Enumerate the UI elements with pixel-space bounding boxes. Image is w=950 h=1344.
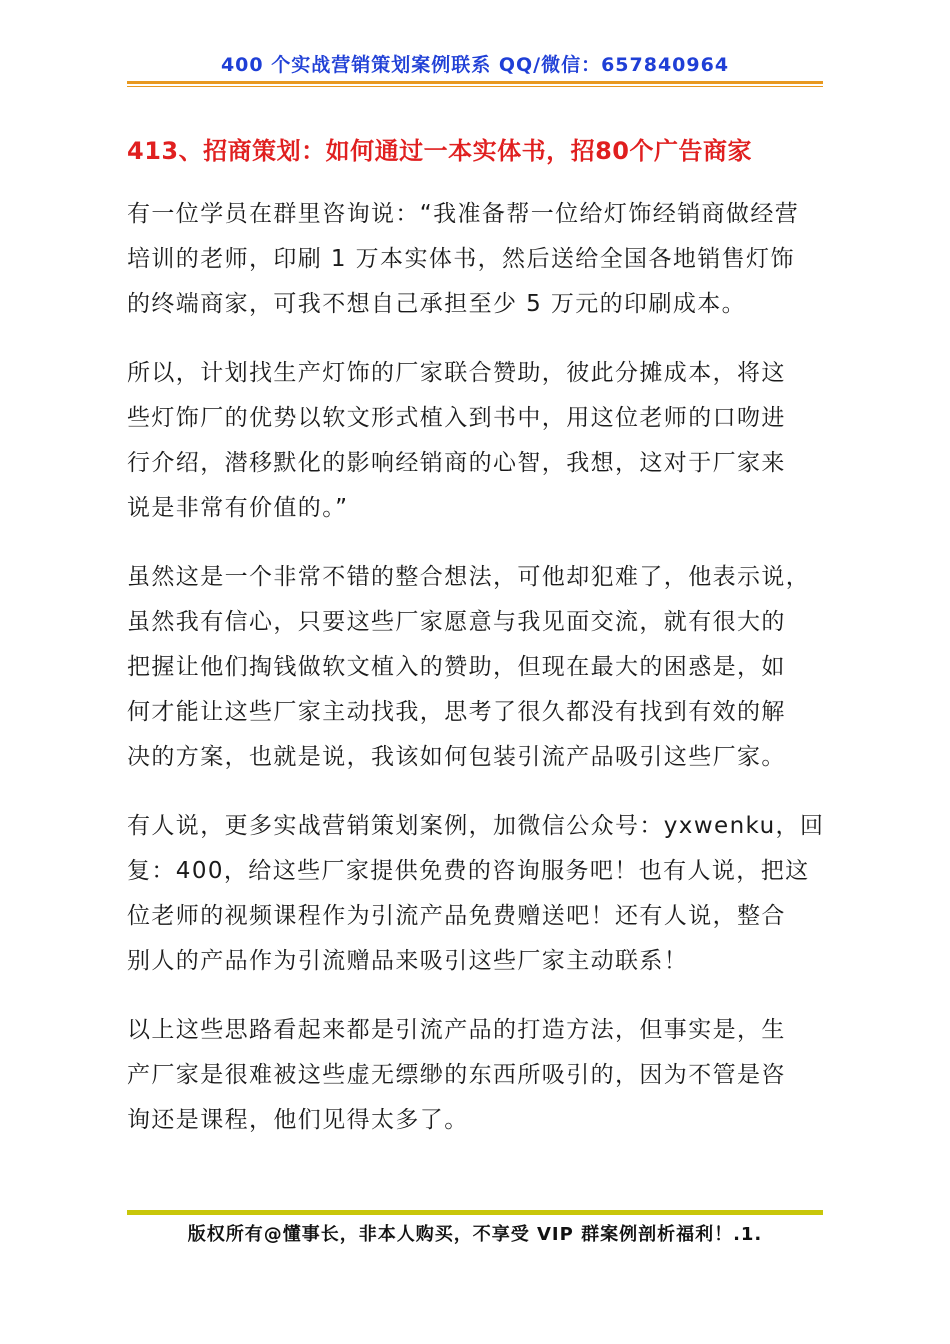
paragraph-line: 何才能让这些厂家主动找我，思考了很久都没有找到有效的解 [127,699,786,725]
paragraph-line: 说是非常有价值的。” [127,495,349,521]
paragraph-line: 产厂家是很难被这些虚无缥缈的东西所吸引的，因为不管是咨 [127,1062,786,1088]
header-divider [127,81,823,84]
paragraph-3 [127,555,823,780]
article-body [127,192,823,1167]
paragraph-line: 的终端商家，可我不想自己承担至少 5 万元的印刷成本。 [127,291,747,317]
paragraph-line: 些灯饰厂的优势以软文形式植入到书中，用这位老师的口吻进 [127,405,786,431]
paragraph-line: 有人说，更多实战营销策划案例，加微信公众号：yxwenku，回 [127,813,825,839]
paragraph-line: 培训的老师，印刷 1 万本实体书，然后送给全国各地销售灯饰 [127,246,795,272]
header-divider-thin [127,86,823,87]
paragraph-line: 有一位学员在群里咨询说：“我准备帮一位给灯饰经销商做经营 [127,201,800,227]
paragraph-line: 别人的产品作为引流赠品来吸引这些厂家主动联系！ [127,948,689,974]
paragraph-line: 把握让他们掏钱做软文植入的赞助，但现在最大的困惑是，如 [127,654,786,680]
article-title: 413、招商策划：如何通过一本实体书，招80个广告商家 [127,137,752,165]
paragraph-2 [127,351,823,531]
paragraph-line: 虽然我有信心，只要这些厂家愿意与我见面交流，就有很大的 [127,609,786,635]
paragraph-line: 所以，计划找生产灯饰的厂家联合赞助，彼此分摊成本，将这 [127,360,786,386]
paragraph-line: 位老师的视频课程作为引流产品免费赠送吧！还有人说，整合 [127,903,786,929]
footer-copyright: 版权所有@懂事长，非本人购买，不享受 VIP 群案例剖析福利！.1. [187,1224,763,1245]
paragraph-line: 虽然这是一个非常不错的整合想法，可他却犯难了，他表示说， [127,564,811,590]
header-contact-line: 400 个实战营销策划案例联系 QQ/微信：657840964 [220,54,730,76]
paragraph-line: 询还是课程，他们见得太多了。 [127,1107,469,1133]
paragraph-5 [127,1008,823,1143]
paragraph-1 [127,192,823,327]
footer-divider [127,1210,823,1215]
paragraph-line: 复：400，给这些厂家提供免费的咨询服务吧！也有人说，把这 [127,858,810,884]
paragraph-4 [127,804,823,984]
paragraph-line: 行介绍，潜移默化的影响经销商的心智，我想，这对于厂家来 [127,450,786,476]
paragraph-line: 决的方案，也就是说，我该如何包装引流产品吸引这些厂家。 [127,744,786,770]
paragraph-line: 以上这些思路看起来都是引流产品的打造方法，但事实是，生 [127,1017,786,1043]
